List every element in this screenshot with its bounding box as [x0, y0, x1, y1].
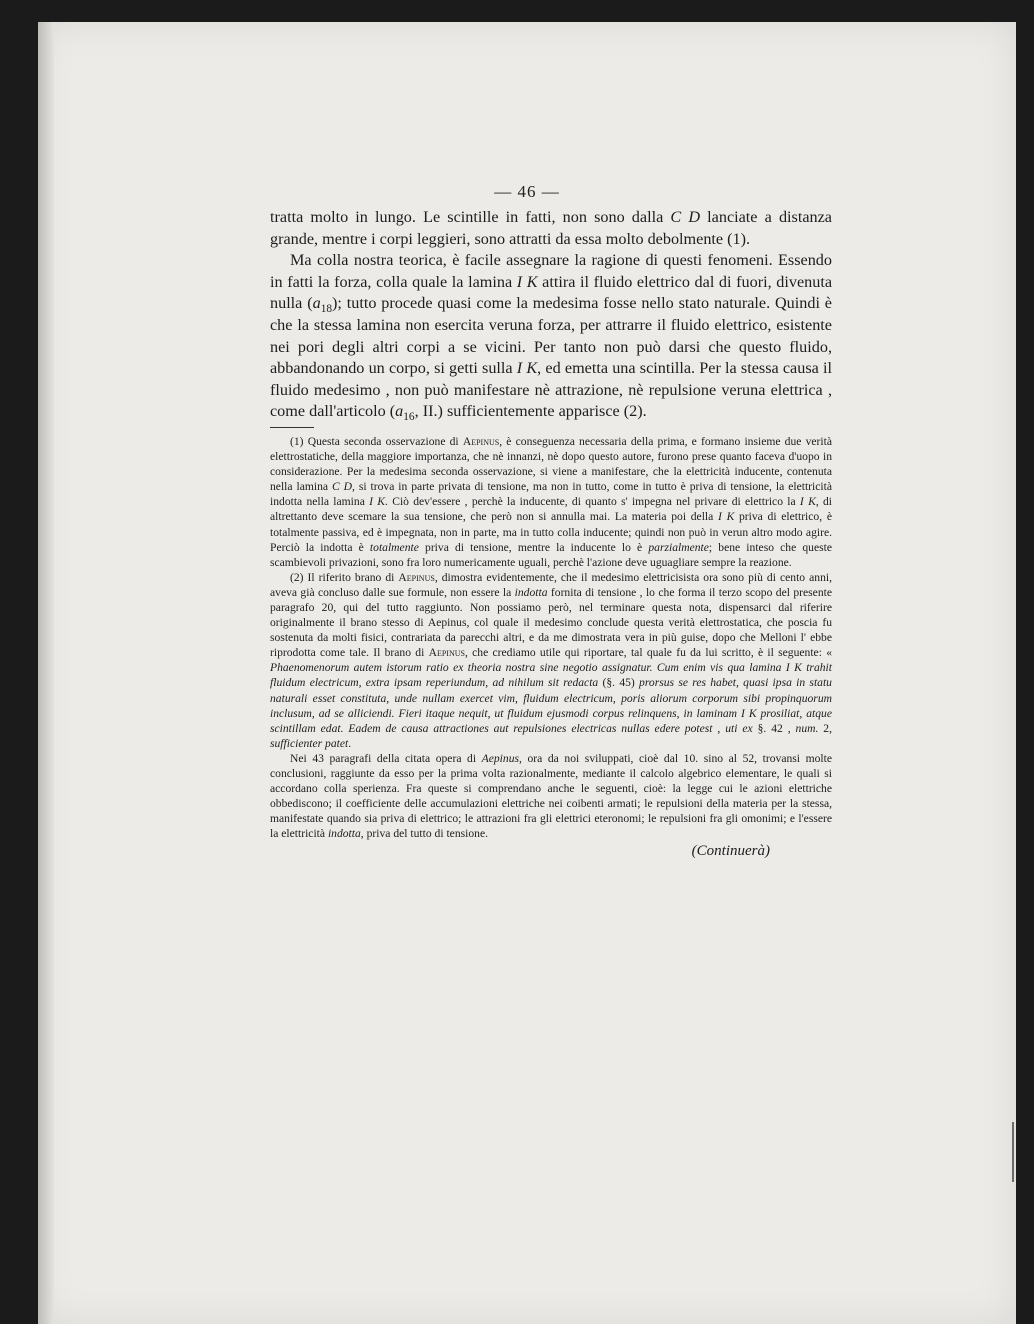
edge-mark: [1012, 1122, 1014, 1182]
fn2-latin-quote: uti ex: [725, 721, 753, 735]
p2-symbol-a: a: [395, 402, 404, 421]
fn1-text: , si trova in parte privata di tensione, ma non in tutto, come in tutto è priva di tensione, la elettricità indotta nella lamina: [270, 480, 832, 509]
fn2-text: ,: [712, 721, 726, 735]
fn3-author: Aepinus: [481, 751, 520, 765]
p2-label-ik: I K: [516, 359, 538, 378]
fn1-text: priva di elettrico, è totalmente passiva, ed è impegnata, non in parte, ma in tutto colla inducente; quindi non può in verun altro modo agire. Perciò la indotta è: [270, 510, 832, 554]
fn2-latin-quote: num.: [795, 721, 819, 735]
binding-gutter: [38, 22, 54, 1324]
fn1-author: Aepinus: [462, 434, 500, 448]
fn1-text: priva di tensione, mentre la inducente lo è: [418, 540, 649, 554]
fn1-label: I K: [718, 510, 735, 524]
paragraph-2: [270, 250, 832, 423]
p2-text: , ed emetta una scintilla. Per la stessa causa il fluido medesimo , non può manifestare nè attrazione, nè repulsione veruna elettrica , come dall'articolo (: [270, 359, 832, 421]
p2-text: Ma colla nostra teorica, è facile assegnare la ragione di questi fenomeni. Essendo in fatti la forza, colla quale la lamina: [270, 251, 832, 291]
fn3-text: , ora da noi sviluppati, cioè dal 10. sino al 52, trovansi molte conclusioni, raggiunte da esso per la prima volta razionalmente, mediante il calcolo algebrico elementare, le quali si accordano colla sperienza. Fra queste si comprendano anche le seguenti, cioè: la legge cui le azioni elettriche obbediscono; il coefficiente delle accumulazioni elettriche nei coibenti armati; le repulsioni della materia per la stessa, manifestate quando sia priva di elettrico; le attrazioni fra gli elettrici eteronomi; le repulsioni fra gli omonimi; e l'essere la elettricità: [270, 751, 833, 841]
p1-label-cd: C D: [670, 208, 701, 226]
p1-text: lanciate a distanza grande, mentre i corpi leggieri, sono attratti da essa molto debolmente (1).: [270, 208, 832, 248]
footnote-rule: [270, 427, 314, 428]
fn2-text: (§. 45): [598, 676, 640, 690]
p2-text: attira il fluido elettrico dal di fuori, divenuta nulla (: [270, 272, 832, 313]
fn2-latin-quote: prorsus se res habet, quasi ipsa in statu naturali esset constituta, unde nullam exercet vim, fluidum electricum, poris aliorum corporum sibi propinquorum inclusum, ad se alliciendi. Fieri itaque nequit, ut fluidum ejusmodi corpus relinquens, in laminam I K prosiliat, atque scintillam edat. Eadem de causa attractiones aut repulsiones electricas nullas edere potest: [270, 676, 832, 735]
fn3-emphasis: indotta: [327, 827, 361, 841]
fn2-emphasis: indotta: [514, 585, 548, 599]
fn1-emphasis: totalmente: [369, 540, 419, 554]
p1-text: tratta molto in lungo. Le scintille in fatti, non sono dalla: [270, 208, 671, 226]
p2-subscript: 16: [403, 411, 415, 424]
fn2-text: .: [348, 736, 352, 750]
fn2-author: Aepinus: [428, 646, 465, 660]
fn1-text: , di altrettanto deve scemare la sua tensione, che però non si annulla mai. La materia poi della: [270, 495, 833, 524]
paper-sheet: [38, 22, 1016, 1324]
paragraph-1: [270, 207, 832, 250]
fn1-label: I K: [799, 495, 816, 509]
fn2-latin-quote: Phaenomenorum autem istorum ratio ex theoria nostra sine negotio assignatur. Cum enim vis qua lamina I K trahit fluidum electricum, extra ipsam reperiundum, ad nihilum sit redacta: [270, 661, 832, 690]
text-block: [270, 207, 832, 860]
footnote-3: [270, 751, 832, 842]
fn2-text: 2,: [818, 721, 832, 735]
fn3-text: , priva del tutto di tensione.: [360, 827, 488, 841]
main-text: [270, 207, 832, 423]
p2-label-ik: I K: [516, 272, 538, 291]
p2-subscript: 18: [320, 303, 333, 316]
fn2-text: , che crediamo utile qui riportare, tal quale fu da lui scritto, è il seguente: «: [464, 646, 832, 660]
fn2-text: (2) Il riferito brano di: [290, 570, 399, 584]
footnote-2: [270, 570, 832, 751]
fn2-text: fornita di tensione , lo che forma il terzo scopo del presente paragrafo 20, qui del tutto raggiunto. Non possiamo però, nel terminare questa nota, dispensarci dal riferire originalmente il brano stesso di Aepinus, col quale il medesimo conclude questa verità elettrostatica, che poscia fu sostenuta da molti fisici, contrariata da parecchi altri, e da me dimostrata vera in più guise, dopo che Melloni l' ebbe riprodotta come tale. Il brano di: [270, 585, 832, 660]
fn1-emphasis: parzialmente: [648, 540, 709, 554]
fn1-label: I K: [369, 495, 386, 509]
fn1-text: ; bene inteso che queste scambievoli privazioni, sono fra loro numericamente uguali, perchè l'azione deve uguagliare sempre la reazione.: [270, 540, 832, 569]
fn1-text: , è conseguenza necessaria della prima, e formano insieme due verità elettrostatiche, della maggiore importanza, che nè innanzi, nè dopo questo autore, furono prese quanto faceva d'uopo in considerazione. Per la medesima seconda osservazione, si viene a manifestare, che la elettricità inducente, contenuta nella lamina: [270, 434, 832, 494]
continuation-text: (Continuerà): [691, 843, 770, 860]
footnote-1: [270, 434, 832, 570]
fn1-text: . Ciò dev'essere , perchè la inducente, di quanto s' impegna nel privare di elettrico la: [385, 495, 800, 509]
fn2-text: , dimostra evidentemente, che il medesimo elettricisista ora sono più di cento anni, aveva già concluso dalle sue formule, non essere la: [270, 570, 832, 599]
fn3-text: Nei 43 paragrafi della citata opera di: [290, 751, 482, 765]
continuation-note: [270, 843, 832, 860]
p2-symbol-a: a: [312, 294, 321, 313]
fn1-text: (1) Questa seconda osservazione di: [290, 434, 463, 448]
fn2-latin-quote: sufficienter patet: [270, 736, 349, 750]
p2-text: ); tutto procede quasi come la medesima fosse nello stato naturale. Quindi è che la stessa lamina non esercita veruna forza, per attrarre il fluido elettrico, esistente nei pori degli altri corpi a se vicini. Per tanto non può darsi che questo fluido, abbandonando un corpo, si getti sulla: [270, 294, 832, 378]
page-number: — 46 —: [494, 182, 560, 201]
fn2-author: Aepinus: [398, 570, 435, 584]
footnotes: [270, 434, 832, 861]
p2-text: , II.) sufficientemente apparisce (2).: [414, 402, 647, 421]
fn1-label: C D: [331, 480, 353, 494]
fn2-text: §. 42 ,: [752, 721, 796, 735]
